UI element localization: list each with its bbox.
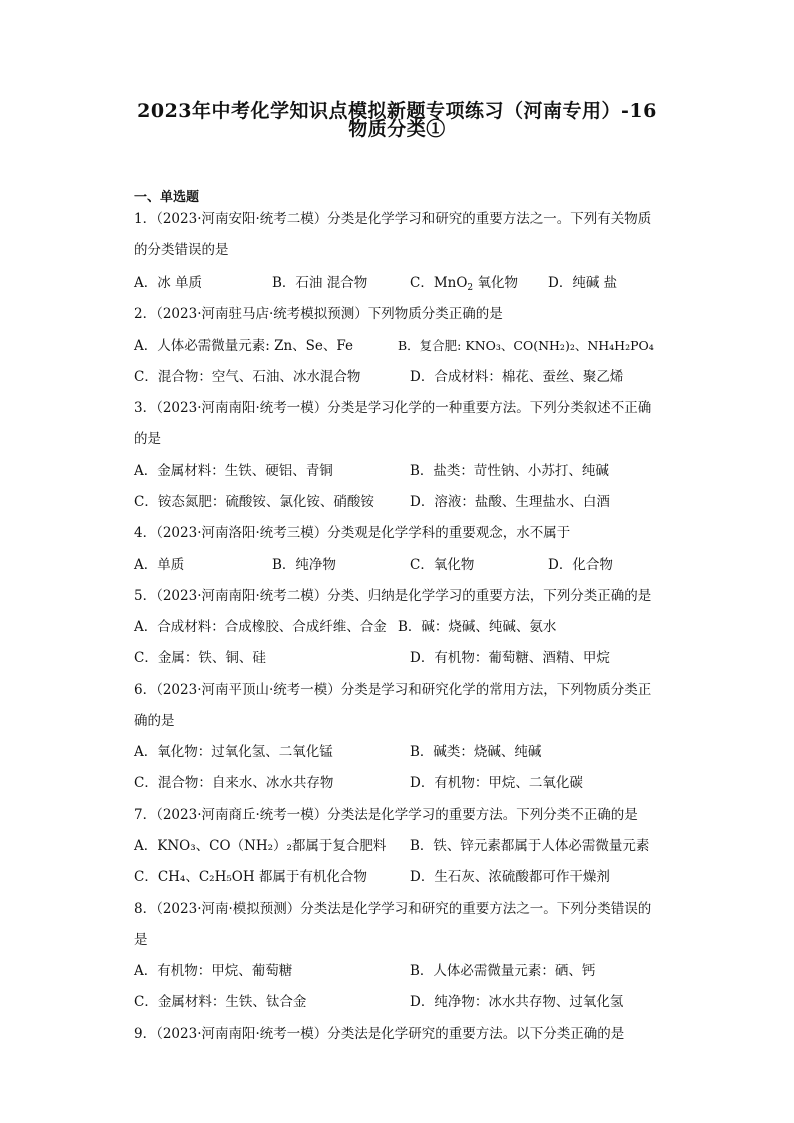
question-8-stem-cont: 是 <box>134 932 148 948</box>
question-7-stem: 7．（2023·河南商丘·统考一模）分类法是化学学习的重要方法。下列分类不正确的是 <box>134 807 638 823</box>
question-8-option-b: B．人体必需微量元素：硒、钙 <box>410 963 596 979</box>
question-7-option-b: B．铁、锌元素都属于人体必需微量元素 <box>410 838 650 854</box>
question-5-stem: 5．（2023·河南南阳·统考二模）分类、归纳是化学学习的重要方法，下列分类正确的是 <box>134 588 652 604</box>
question-5-option-d: D．有机物：葡萄糖、酒精、甲烷 <box>410 650 610 666</box>
question-1-stem: 1．（2023·河南安阳·统考二模）分类是化学学习和研究的重要方法之一。下列有关物质 <box>134 211 652 227</box>
question-1-option-c-text: 氧化物 <box>473 275 518 291</box>
question-8-option-c: C．金属材料：生铁、钛合金 <box>134 994 307 1010</box>
question-3-stem: 3．（2023·河南南阳·统考一模）分类是学习化学的一种重要方法。下列分类叙述不正确 <box>134 400 652 416</box>
question-8-option-a: A．有机物：甲烷、葡萄糖 <box>134 963 293 979</box>
section-heading: 一、单选题 <box>134 190 200 205</box>
question-6-stem-cont: 确的是 <box>134 713 175 729</box>
question-5-option-c: C．金属：铁、铜、硅 <box>134 650 266 666</box>
question-5-option-a: A．合成材料：合成橡胶、合成纤维、合金 <box>134 619 387 635</box>
question-2-option-b: B．复合肥: KNO₃、CO(NH₂)₂、NH₄H₂PO₄ <box>398 338 654 353</box>
question-1-option-d: D．纯碱 盐 <box>548 275 618 291</box>
question-2-option-c: C．混合物：空气、石油、冰水混合物 <box>134 369 361 385</box>
question-5-option-b: B．碱：烧碱、纯碱、氨水 <box>398 619 557 635</box>
question-6-option-b: B．碱类：烧碱、纯碱 <box>410 744 542 760</box>
question-3-option-c: C．铵态氮肥：硫酸铵、氯化铵、硝酸铵 <box>134 494 374 510</box>
question-7-option-c: C．CH₄、C₂H₅OH 都属于有机化合物 <box>134 869 367 885</box>
question-7-option-d: D．生石灰、浓硫酸都可作干燥剂 <box>410 869 610 885</box>
question-6-option-c: C．混合物：自来水、冰水共存物 <box>134 775 334 791</box>
question-3-option-b: B．盐类：苛性钠、小苏打、纯碱 <box>410 463 609 479</box>
question-2-option-a: A．人体必需微量元素: Zn、Se、Fe <box>134 338 354 354</box>
question-4-option-b: B．纯净物 <box>272 557 336 573</box>
question-1-option-c-formula: C．MnO <box>410 275 468 291</box>
question-9-stem: 9．（2023·河南南阳·统考一模）分类法是化学研究的重要方法。以下分类正确的是 <box>134 1026 625 1042</box>
question-7-option-a: A．KNO₃、CO（NH₂）₂都属于复合肥料 <box>134 838 387 854</box>
question-3-stem-cont: 的是 <box>134 431 161 447</box>
question-4-option-a: A．单质 <box>134 557 185 573</box>
question-1-stem-cont: 的分类错误的是 <box>134 242 229 258</box>
document-title-line2: 物质分类① <box>348 118 446 140</box>
question-6-option-d: D．有机物：甲烷、二氧化碳 <box>410 775 583 791</box>
question-3-option-a: A．金属材料：生铁、硬铝、青铜 <box>134 463 333 479</box>
question-6-stem: 6．（2023·河南平顶山·统考一模）分类是学习和研究化学的常用方法，下列物质分类正 <box>134 682 652 698</box>
question-3-option-d: D．溶液：盐酸、生理盐水、白酒 <box>410 494 610 510</box>
question-2-stem: 2．（2023·河南驻马店·统考模拟预测）下列物质分类正确的是 <box>134 306 503 322</box>
question-1-option-b: B．石油 混合物 <box>272 275 368 291</box>
question-8-option-d: D．纯净物：冰水共存物、过氧化氢 <box>410 994 624 1010</box>
question-1-option-a: A．冰 单质 <box>134 275 203 291</box>
question-4-option-c: C．氧化物 <box>410 557 475 573</box>
question-4-option-d: D．化合物 <box>548 557 613 573</box>
question-2-option-d: D．合成材料：棉花、蚕丝、聚乙烯 <box>410 369 624 385</box>
question-8-stem: 8．（2023·河南·模拟预测）分类法是化学学习和研究的重要方法之一。下列分类错误的 <box>134 901 652 917</box>
document-title-line1: 2023年中考化学知识点模拟新题专项练习（河南专用）-16 <box>137 100 657 122</box>
question-4-stem: 4．（2023·河南洛阳·统考三模）分类观是化学学科的重要观念，水不属于 <box>134 525 571 541</box>
question-6-option-a: A．氧化物：过氧化氢、二氧化锰 <box>134 744 333 760</box>
question-1-option-c <box>410 274 518 292</box>
question-1-option-c-subscript: 2 <box>467 283 474 293</box>
